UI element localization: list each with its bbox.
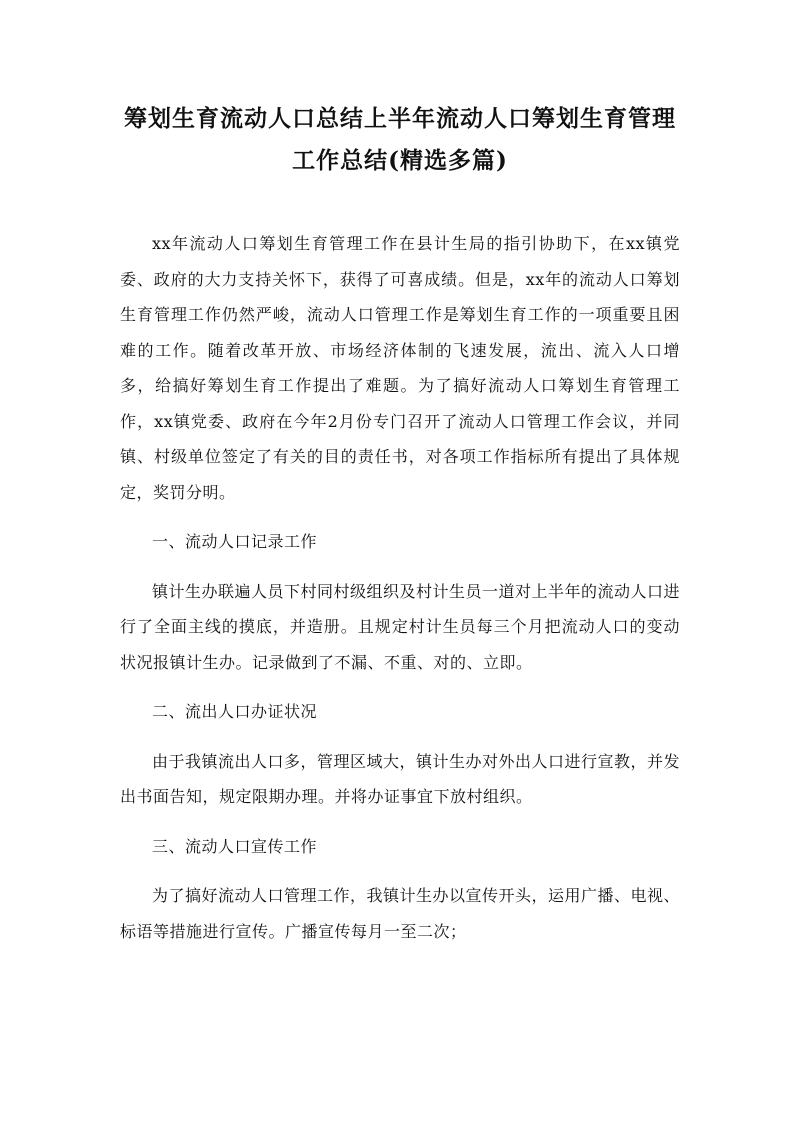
- section-text-3: 为了搞好流动人口管理工作，我镇计生办以宣传开头，运用广播、电视、标语等措施进行宣传。广播宣传每月一至二次；: [120, 886, 681, 941]
- document-title: 筹划生育流动人口总结上半年流动人口筹划生育管理工作总结(精选多篇): [124, 105, 676, 174]
- section-heading-3: 三、流动人口宣传工作: [152, 836, 318, 856]
- section-heading-1: 一、流动人口记录工作: [152, 532, 318, 551]
- document-body: [120, 226, 680, 963]
- intro-paragraph: xx年流动人口筹划生育管理工作在县计生局的指引协助下，在xx镇党委、政府的大力支持关怀下，获得了可喜成绩。但是，xx年的流动人口筹划生育管理工作仍然严峻，流动人口管理工作是筹划生育工作的一项重要且困难的工作。随着改革开放、市场经济体制的飞速发展，流出、流入人口增多，给搞好筹划生育工作提出了难题。为了搞好流动人口筹划生育管理工作，xx镇党委、政府在今年2月份专门召开了流动人口管理工作会议，并同镇、村级单位签定了有关的目的责任书，对各项工作指标所有提出了具体规定，奖罚分明。: [120, 234, 680, 502]
- section-text-1: 镇计生办联遍人员下村同村级组织及村计生员一道对上半年的流动人口进行了全面主线的摸底，并造册。且规定村计生员每三个月把流动人口的变动状况报镇计生办。记录做到了不漏、不重、对的、立即。: [120, 581, 681, 672]
- section-text-2: 由于我镇流出人口多，管理区域大，镇计生办对外出人口进行宣教，并发出书面告知，规定限期办理。并将办证事宜下放村组织。: [120, 751, 681, 806]
- section-heading-2: 二、流出人口办证状况: [152, 702, 318, 721]
